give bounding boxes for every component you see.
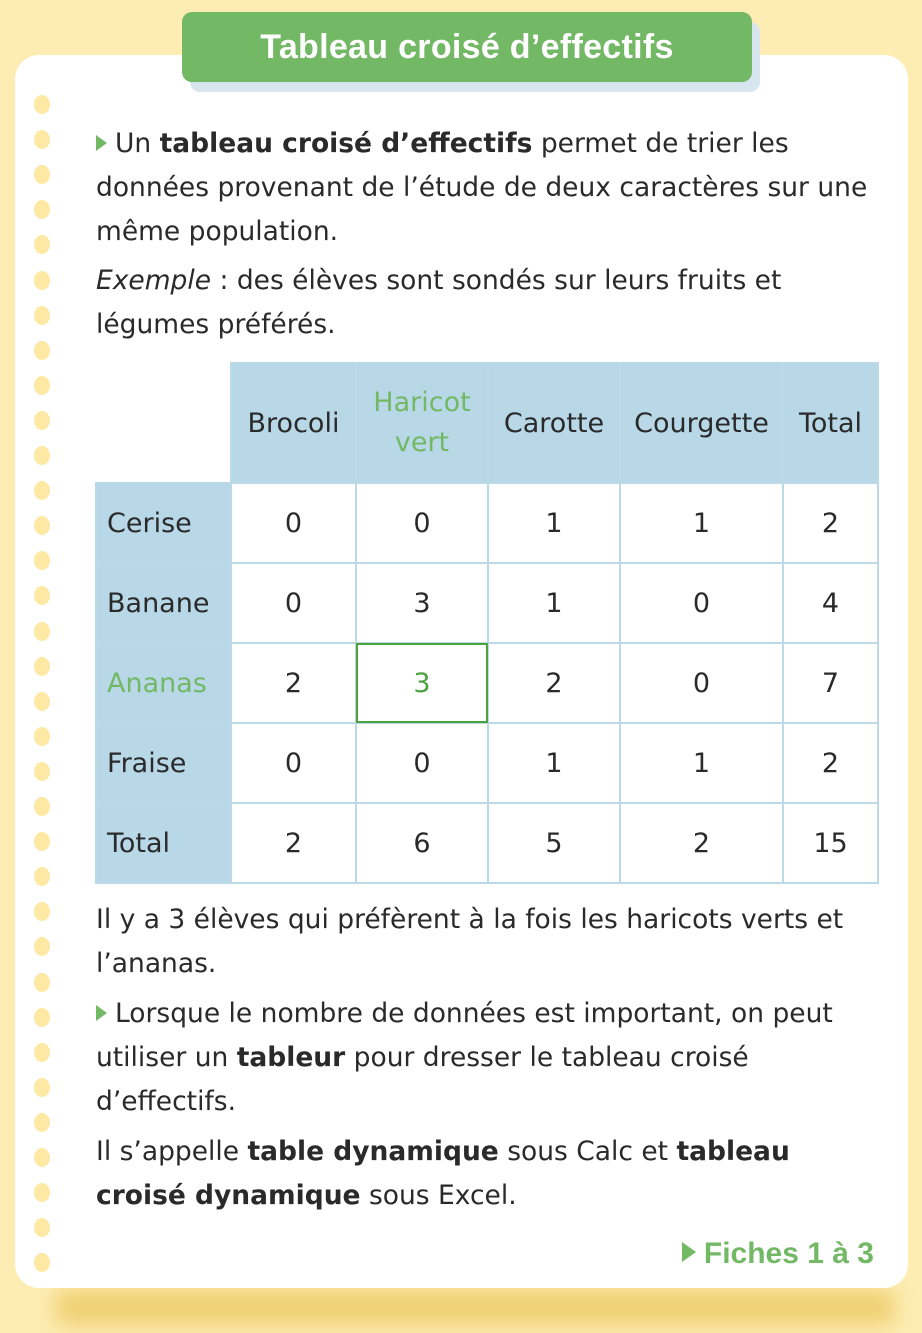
binder-dot bbox=[34, 973, 50, 992]
binder-dot bbox=[34, 1043, 50, 1062]
binder-dot bbox=[34, 481, 50, 500]
table-cell: 1 bbox=[488, 563, 620, 643]
table-cell: 2 bbox=[231, 643, 356, 723]
conclusion-text: Il y a 3 élèves qui préfèrent à la fois les haricots verts et l’ananas. bbox=[96, 904, 844, 979]
table-cell: 2 bbox=[488, 643, 620, 723]
table-row bbox=[96, 563, 878, 643]
bullet-arrow-icon bbox=[96, 1005, 107, 1021]
card-shadow bbox=[55, 1290, 895, 1325]
table-cell: 6 bbox=[356, 803, 488, 883]
cross-table bbox=[95, 362, 879, 884]
table-row bbox=[96, 483, 878, 563]
fiches-link[interactable]: Fiches 1 à 3 bbox=[682, 1237, 874, 1271]
binder-dot bbox=[34, 692, 50, 711]
highlighted-cell: 3 bbox=[356, 643, 488, 723]
names-paragraph: Il s’appelle table dynamique sous Calc et tableau croisé dynamique sous Excel. bbox=[96, 1136, 790, 1211]
table-cell: 7 bbox=[783, 643, 878, 723]
bullet-arrow-icon bbox=[96, 135, 107, 151]
table-cell: 0 bbox=[620, 563, 783, 643]
table-cell: 1 bbox=[488, 723, 620, 803]
intro-paragraph: Un tableau croisé d’effectifs permet de trier les données provenant de l’étude de deux caractères sur une même population. bbox=[96, 128, 868, 247]
col-header: Brocoli bbox=[231, 363, 356, 483]
binder-dot bbox=[34, 411, 50, 430]
binder-dot bbox=[34, 341, 50, 360]
row-header: Total bbox=[96, 803, 231, 883]
col-header: Courgette bbox=[620, 363, 783, 483]
binder-dot bbox=[34, 657, 50, 676]
binder-dot bbox=[34, 1008, 50, 1027]
binder-dot bbox=[34, 376, 50, 395]
table-cell: 3 bbox=[356, 563, 488, 643]
table-cell: 0 bbox=[356, 723, 488, 803]
table-cell: 2 bbox=[783, 723, 878, 803]
table-row bbox=[96, 723, 878, 803]
example-paragraph: Exemple : des élèves sont sondés sur leurs fruits et légumes préférés. bbox=[96, 265, 782, 340]
row-header: Ananas bbox=[96, 643, 231, 723]
table-cell: 1 bbox=[620, 483, 783, 563]
binder-dot bbox=[34, 271, 50, 290]
tableur-paragraph: Lorsque le nombre de données est important, on peut utiliser un tableur pour dresser le tableau croisé d’effectifs. bbox=[96, 998, 833, 1117]
table-cell: 0 bbox=[620, 643, 783, 723]
table-cell: 0 bbox=[231, 723, 356, 803]
binder-dot bbox=[34, 130, 50, 149]
table-cell: 1 bbox=[620, 723, 783, 803]
table-cell: 1 bbox=[488, 483, 620, 563]
binder-dot bbox=[34, 1113, 50, 1132]
table-cell: 5 bbox=[488, 803, 620, 883]
binder-dot bbox=[34, 306, 50, 325]
binder-dot bbox=[34, 1148, 50, 1167]
col-header: Total bbox=[783, 363, 878, 483]
row-header: Cerise bbox=[96, 483, 231, 563]
table-row bbox=[96, 803, 878, 883]
table-cell: 0 bbox=[231, 483, 356, 563]
binder-dot bbox=[34, 727, 50, 746]
binder-dot bbox=[34, 1078, 50, 1097]
table-cell: 4 bbox=[783, 563, 878, 643]
table-cell: 2 bbox=[783, 483, 878, 563]
table-cell: 0 bbox=[231, 563, 356, 643]
binder-dot bbox=[34, 95, 50, 114]
binder-dot bbox=[34, 1183, 50, 1202]
binder-dot bbox=[34, 622, 50, 641]
binder-dot bbox=[34, 832, 50, 851]
table-cell: 0 bbox=[356, 483, 488, 563]
corner-cell bbox=[96, 363, 231, 483]
col-header: Carotte bbox=[488, 363, 620, 483]
row-header: Banane bbox=[96, 563, 231, 643]
col-header-highlight: Haricot vert bbox=[356, 363, 488, 483]
binder-dot bbox=[34, 762, 50, 781]
table-cell: 2 bbox=[231, 803, 356, 883]
table-cell: 15 bbox=[783, 803, 878, 883]
row-header: Fraise bbox=[96, 723, 231, 803]
binder-dot bbox=[34, 797, 50, 816]
table-row bbox=[96, 643, 878, 723]
table-cell: 2 bbox=[620, 803, 783, 883]
page-title: Tableau croisé d’effectifs bbox=[182, 12, 752, 82]
arrow-right-icon bbox=[682, 1242, 696, 1262]
binder-dot bbox=[34, 446, 50, 465]
